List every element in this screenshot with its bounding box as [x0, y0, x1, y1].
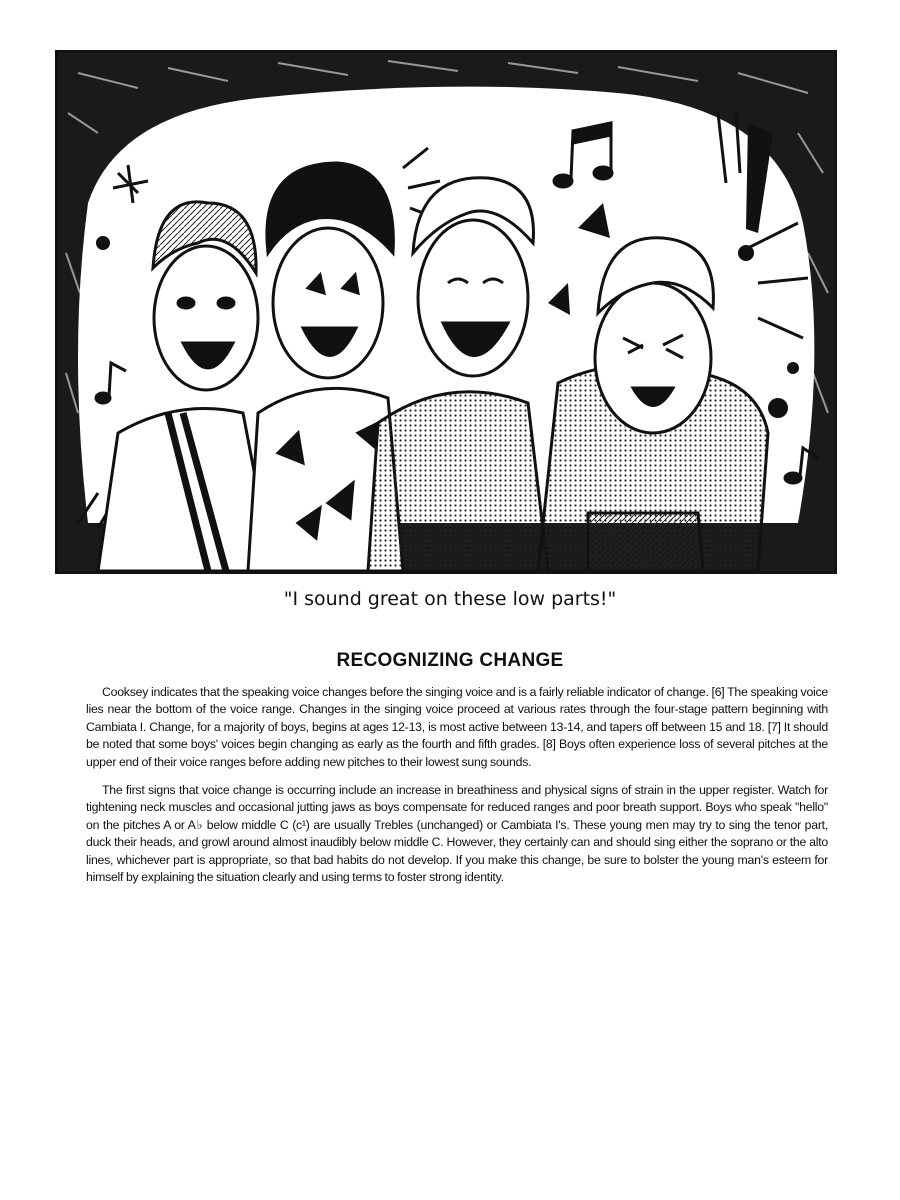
section-heading: RECOGNIZING CHANGE [336, 650, 564, 671]
paragraph: The first signs that voice change is occurring include an increase in breathiness and physical signs of strain in the upper register. Watch for tightening neck muscles and occasional jutting jaws as boys compensate for reduced ranges and poor breath support. Boys who speak "hello" on the pitches A or A♭ below middle C (c¹) are usually Trebles (unchanged) or Cambiata I's. These young men may try to sing the tenor part, duck their heads, and growl around almost inaudibly below middle C. However, they certainly can and should sing either the soprano or the alto lines, whichever part is appropriate, so that bad habits do not develop. If you make this change, be sure to bolster the young man's esteem for himself by explaining the situation clearly and using terms to foster strong identity. [86, 783, 828, 885]
paragraph: Cooksey indicates that the speaking voice changes before the singing voice and is a fairly reliable indicator of change. [6] The speaking voice lies near the bottom of the voice range. Changes in the singing voice proceed at various rates through the four-stage pattern beginning with Cambiata I. Change, for a majority of boys, begins at ages 12-13, is most active between 13-14, and tapers off between 15 and 18. [7] It should be noted that some boys' voices begin changing as early as the fourth and fifth grades. [8] Boys often experience loss of several pitches at the upper end of their voice ranges before adding new pitches to their lowest sung sounds. [86, 685, 828, 769]
singing-boys-illustration [55, 50, 837, 574]
cartoon-drawing [58, 53, 834, 571]
illustration-caption: "I sound great on these low parts!" [283, 588, 617, 610]
section-body [86, 684, 828, 897]
